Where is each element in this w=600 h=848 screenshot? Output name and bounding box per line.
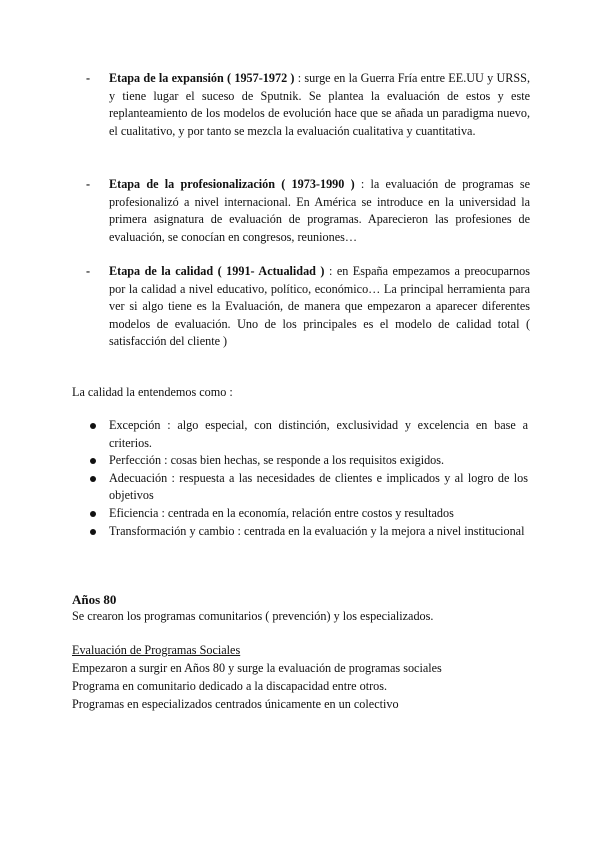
bullet-dot-icon (90, 423, 96, 429)
programas-line: Programas en especializados centrados únicamente en un colectivo (72, 697, 399, 711)
etapa-item (86, 176, 530, 246)
section-heading-programas-sociales: Evaluación de Programas Sociales (72, 643, 241, 657)
calidad-intro: La calidad la entendemos como : (72, 385, 233, 399)
etapa-title: Etapa de la profesionalización ( 1973-1990 ) (109, 177, 355, 191)
dash-bullet: - (86, 177, 91, 191)
list-item: Transformación y cambio : centrada en la evaluación y la mejora a nivel institucional (88, 523, 528, 541)
etapa-item (86, 70, 530, 140)
etapa-text: : surge en la Guerra Fría entre EE.UU y URSS, y tiene lugar el suceso de Sputnik. Se plantea la evaluación de estos y este replanteamiento de los modelos de evolución hace que se añada un paradigma nuevo, el cualitativo, y por tanto se mezcla la evaluación cualitativa y cuantitativa. (109, 71, 530, 138)
etapa-item (86, 263, 530, 351)
etapa-text: : en España empezamos a preocuparnos por la calidad a nivel educativo, político, económico… La principal herramienta para ver si algo tiene es la Evaluación, de manera que empezaron a aparecer diferentes modelos de evaluación. Uno de los principales es el modelo de calidad total ( satisfacción del cliente ) (109, 264, 531, 349)
dash-bullet: - (86, 264, 91, 278)
bullet-dot-icon (90, 476, 96, 482)
anos80-text: Se crearon los programas comunitarios ( prevención) y los especializados. (72, 609, 434, 623)
bullet-dot-icon (90, 529, 96, 535)
etapa-title: Etapa de la calidad ( 1991- Actualidad ) (109, 264, 325, 278)
list-item: Eficiencia : centrada en la economía, relación entre costos y resultados (88, 505, 528, 523)
section-heading-anos80: Años 80 (72, 592, 117, 607)
programas-line: Programa en comunitario dedicado a la discapacidad entre otros. (72, 679, 388, 693)
programas-line: Empezaron a surgir en Años 80 y surge la evaluación de programas sociales (72, 661, 442, 675)
calidad-list (88, 417, 528, 540)
etapa-title: Etapa de la expansión ( 1957-1972 ) (109, 71, 295, 85)
bullet-dot-icon (90, 511, 96, 517)
list-item: Adecuación : respuesta a las necesidades de clientes e implicados y al logro de los objetivos (88, 470, 528, 505)
etapa-text: : la evaluación de programas se profesionalizó a nivel internacional. En América se introduce en la universidad la primera asignatura de evaluación de programas. Aparecieron las profesiones de evaluación, se conocían en congresos, reuniones… (109, 177, 530, 244)
bullet-dot-icon (90, 458, 96, 464)
list-item: Excepción : algo especial, con distinción, exclusividad y excelencia en base a criterios. (88, 417, 528, 452)
dash-bullet: - (86, 71, 91, 85)
list-item: Perfección : cosas bien hechas, se responde a los requisitos exigidos. (88, 452, 528, 470)
